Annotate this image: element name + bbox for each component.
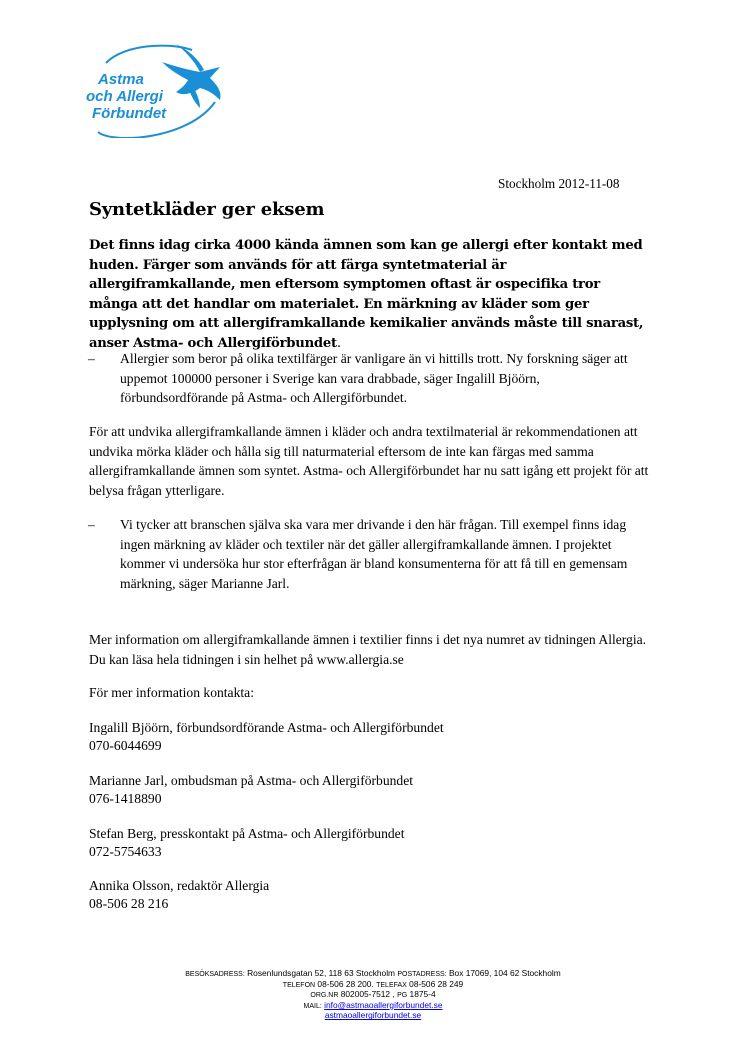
org-number-value: 802005-7512 , xyxy=(340,989,395,1000)
quote-paragraph-2 xyxy=(88,515,640,593)
postgiro-value: 1875-4 xyxy=(409,989,436,1000)
document-title: Syntetkläder ger eksem xyxy=(89,199,325,220)
footer xyxy=(0,969,746,1021)
contact-entry xyxy=(89,877,269,912)
visit-address-label: BESÖKSADRESS: xyxy=(185,971,245,978)
bird-icon xyxy=(84,40,226,138)
phone-value: 08-506 28 200. xyxy=(317,978,374,989)
contact-entry xyxy=(89,825,405,860)
fax-label: TELEFAX xyxy=(376,981,407,989)
org-number-label: ORG.NR xyxy=(310,992,339,1000)
contact-name: Annika Olsson, redaktör Allergia xyxy=(89,878,270,893)
lead-paragraph xyxy=(89,236,649,353)
place-and-date: Stockholm 2012-11-08 xyxy=(498,176,620,191)
body-paragraph-2: Mer information om allergiframkallande ämnen i textilier finns i det nya numret av tidningen Allergia. Du kan läsa hela tidningen i sin helhet på www.allergia.se xyxy=(89,632,647,667)
footer-web-line xyxy=(0,1011,746,1021)
post-address-label: POSTADRESS: xyxy=(397,971,447,978)
dash-bullet: – xyxy=(88,517,95,532)
body-paragraph-1: För att undvika allergiframkallande ämnen i kläder och andra textilmaterial är rekommendationen att undvika mörka kläder och hålla sig till naturmaterial eftersom de inte kan färgas med samma allergiframkallande ämnen som syntet. Astma- och Allergiförbundet har nu satt igång ett projekt för att belysa frågan ytterligare. xyxy=(89,424,649,498)
contact-name: Ingalill Bjöörn, förbundsordförande Astma- och Allergiförbundet xyxy=(89,720,444,735)
contact-phone: 08-506 28 216 xyxy=(89,895,169,911)
contact-heading: För mer information kontakta: xyxy=(89,685,254,700)
quote-paragraph-1 xyxy=(88,349,640,408)
contact-phone: 070-6044699 xyxy=(89,737,162,753)
phone-label: TELEFON xyxy=(282,981,316,989)
logo-line-1: Astma xyxy=(98,71,144,88)
contact-name: Stefan Berg, presskontakt på Astma- och Allergiförbundet xyxy=(89,826,405,841)
website-link[interactable]: astmaoallergiforbundet.se xyxy=(324,1010,422,1021)
post-address-value: Box 17069, 104 62 Stockholm xyxy=(448,968,561,978)
postgiro-label: PG xyxy=(397,992,408,1000)
dash-bullet: – xyxy=(88,351,95,366)
visit-address-value: Rosenlundsgatan 52, 118 63 Stockholm xyxy=(247,968,396,978)
contact-phone: 076-1418890 xyxy=(89,790,162,806)
contact-phone: 072-5754633 xyxy=(89,843,162,859)
contact-entry xyxy=(89,719,444,754)
logo-line-2: och Allergi xyxy=(86,88,163,105)
logo-line-3: Förbundet xyxy=(92,105,167,122)
lead-bold-text: Det finns idag cirka 4000 kända ämnen som kan ge allergi efter kontakt med huden. Färger som används för att färga syntetmaterial är allergiframkallande, men eftersom symptomen oftast är ospecifika tror många att det handlar om materialet. En märkning av kläder som ger upplysning om att allergiframkallande kemikalier används måste till snarast, anser Astma- och Allergiförbundet xyxy=(89,238,644,351)
fax-value: 08-506 28 249 xyxy=(409,978,464,989)
organization-logo xyxy=(84,40,226,138)
quote-text-2: Vi tycker att branschen själva ska vara mer drivande i den här frågan. Till exempel finns idag ingen märkning av kläder och textiler när det gäller allergiframkallande ämnen. I projektet kommer vi undersöka hur stor efterfrågan är bland konsumenterna för att få till en gemensam märkning, säger Marianne Jarl. xyxy=(120,517,628,591)
contact-entry xyxy=(89,772,413,807)
lead-end-punctuation: . xyxy=(336,335,341,351)
email-link[interactable]: info@astmaoallergiforbundet.se xyxy=(324,999,443,1010)
quote-text-1: Allergier som beror på olika textilfärger är vanligare än vi hittills trott. Ny forskning säger att uppemot 100000 personer i Sverige kan vara drabbade, säger Ingalill Bjöörn, förbundsordförande på Astma- och Allergiförbundet. xyxy=(120,351,628,405)
mail-label: MAIL: xyxy=(303,1002,322,1010)
contact-name: Marianne Jarl, ombudsman på Astma- och Allergiförbundet xyxy=(89,773,414,788)
